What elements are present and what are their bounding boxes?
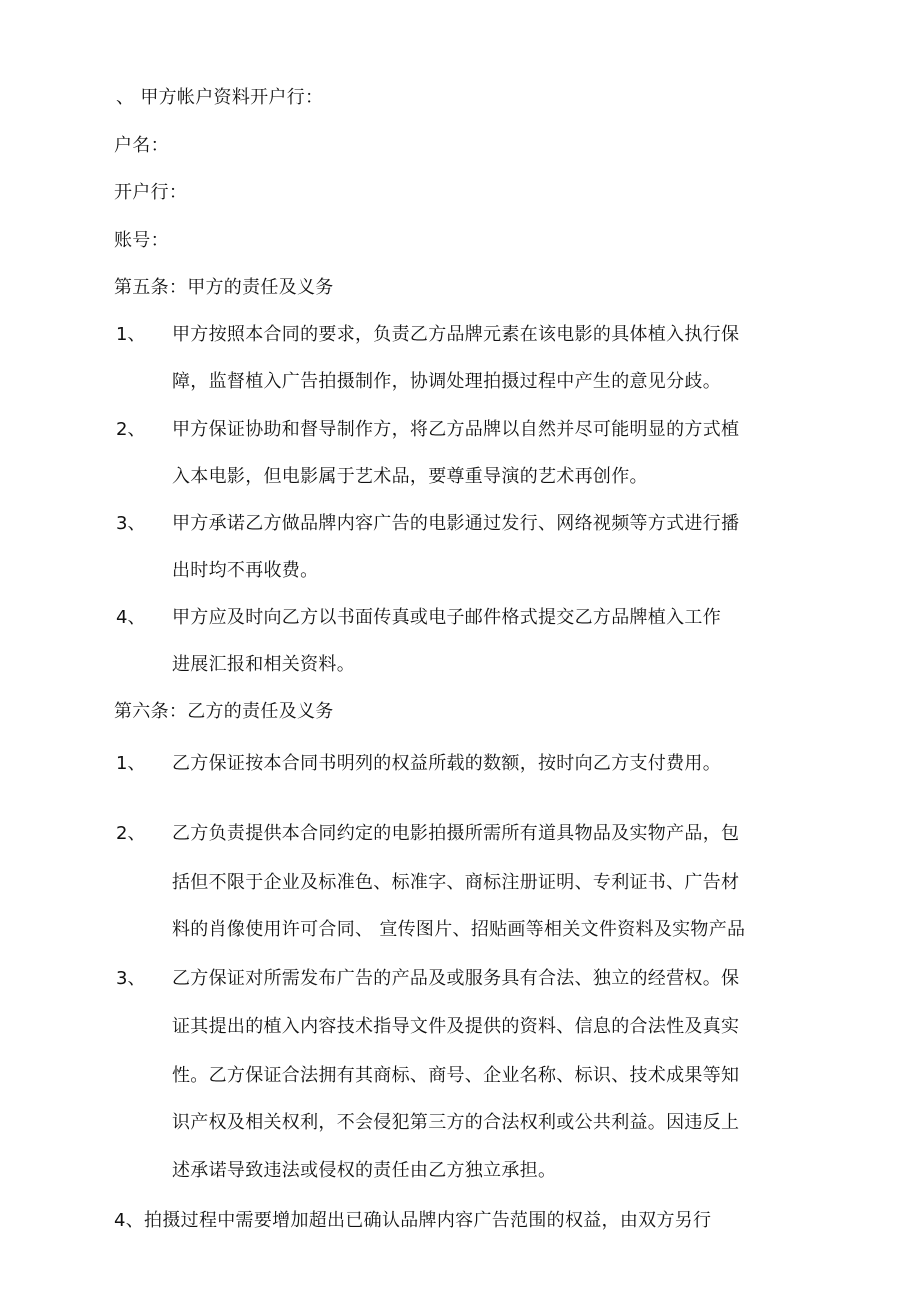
article5-item4-line2: 进展汇报和相关资料。 (172, 654, 355, 675)
article6-item2-line1: 乙方负责提供本合同约定的电影拍摄所需所有道具物品及实物产品，包 (172, 823, 740, 844)
article5-item3-line2: 出时均不再收费。 (172, 560, 319, 581)
article6-item3-line1: 乙方保证对所需发布广告的产品及或服务具有合法、独立的经营权。保 (172, 968, 740, 989)
article5-item3-number: 3、 (116, 513, 146, 534)
article5-item1-line2: 障，监督植入广告拍摄制作，协调处理拍摄过程中产生的意见分歧。 (172, 371, 721, 392)
article6-item3-line4: 识产权及相关权利，不会侵犯第三方的合法权利或公共利益。因违反上 (172, 1112, 740, 1133)
account-name-label: 户名： (114, 135, 169, 156)
article5-item1-number: 1、 (116, 324, 146, 345)
article6-item3-line2: 证其提出的植入内容技术指导文件及提供的资料、信息的合法性及真实 (172, 1016, 740, 1037)
article5-item4-number: 4、 (116, 607, 146, 628)
article6-item3-line5: 述承诺导致违法或侵权的责任由乙方独立承担。 (172, 1160, 557, 1181)
article6-item2-line3: 料的肖像使用许可合同、 宣传图片、招贴画等相关文件资料及实物产品 (172, 919, 746, 940)
article6-item4-line1: 4、拍摄过程中需要增加超出已确认品牌内容广告范围的权益，由双方另行 (114, 1210, 712, 1231)
article5-item2-line2: 入本电影，但电影属于艺术品，要尊重导演的艺术再创作。 (172, 466, 648, 487)
article6-item1-number: 1、 (116, 753, 146, 774)
article6-item3-number: 3、 (116, 968, 146, 989)
article6-title: 第六条：乙方的责任及义务 (114, 701, 334, 722)
article5-item1-line1: 甲方按照本合同的要求，负责乙方品牌元素在该电影的具体植入执行保 (172, 324, 740, 345)
article5-item2-line1: 甲方保证协助和督导制作方，将乙方品牌以自然并尽可能明显的方式植 (172, 419, 740, 440)
article6-item2-line2: 括但不限于企业及标准色、标准字、商标注册证明、专利证书、广告材 (172, 872, 740, 893)
article5-title: 第五条：甲方的责任及义务 (114, 277, 334, 298)
article5-item4-line1: 甲方应及时向乙方以书面传真或电子邮件格式提交乙方品牌植入工作 (172, 607, 721, 628)
account-bank-label: 开户行： (114, 182, 188, 203)
article5-item2-number: 2、 (116, 419, 146, 440)
account-heading: 、 甲方帐户资料开户行： (116, 87, 324, 108)
article6-item1-line1: 乙方保证按本合同书明列的权益所载的数额，按时向乙方支付费用。 (172, 753, 721, 774)
article5-item3-line1: 甲方承诺乙方做品牌内容广告的电影通过发行、网络视频等方式进行播 (172, 513, 740, 534)
article6-item2-number: 2、 (116, 823, 146, 844)
account-number-label: 账号： (114, 230, 169, 251)
article6-item3-line3: 性。乙方保证合法拥有其商标、商号、企业名称、标识、技术成果等知 (172, 1065, 740, 1086)
